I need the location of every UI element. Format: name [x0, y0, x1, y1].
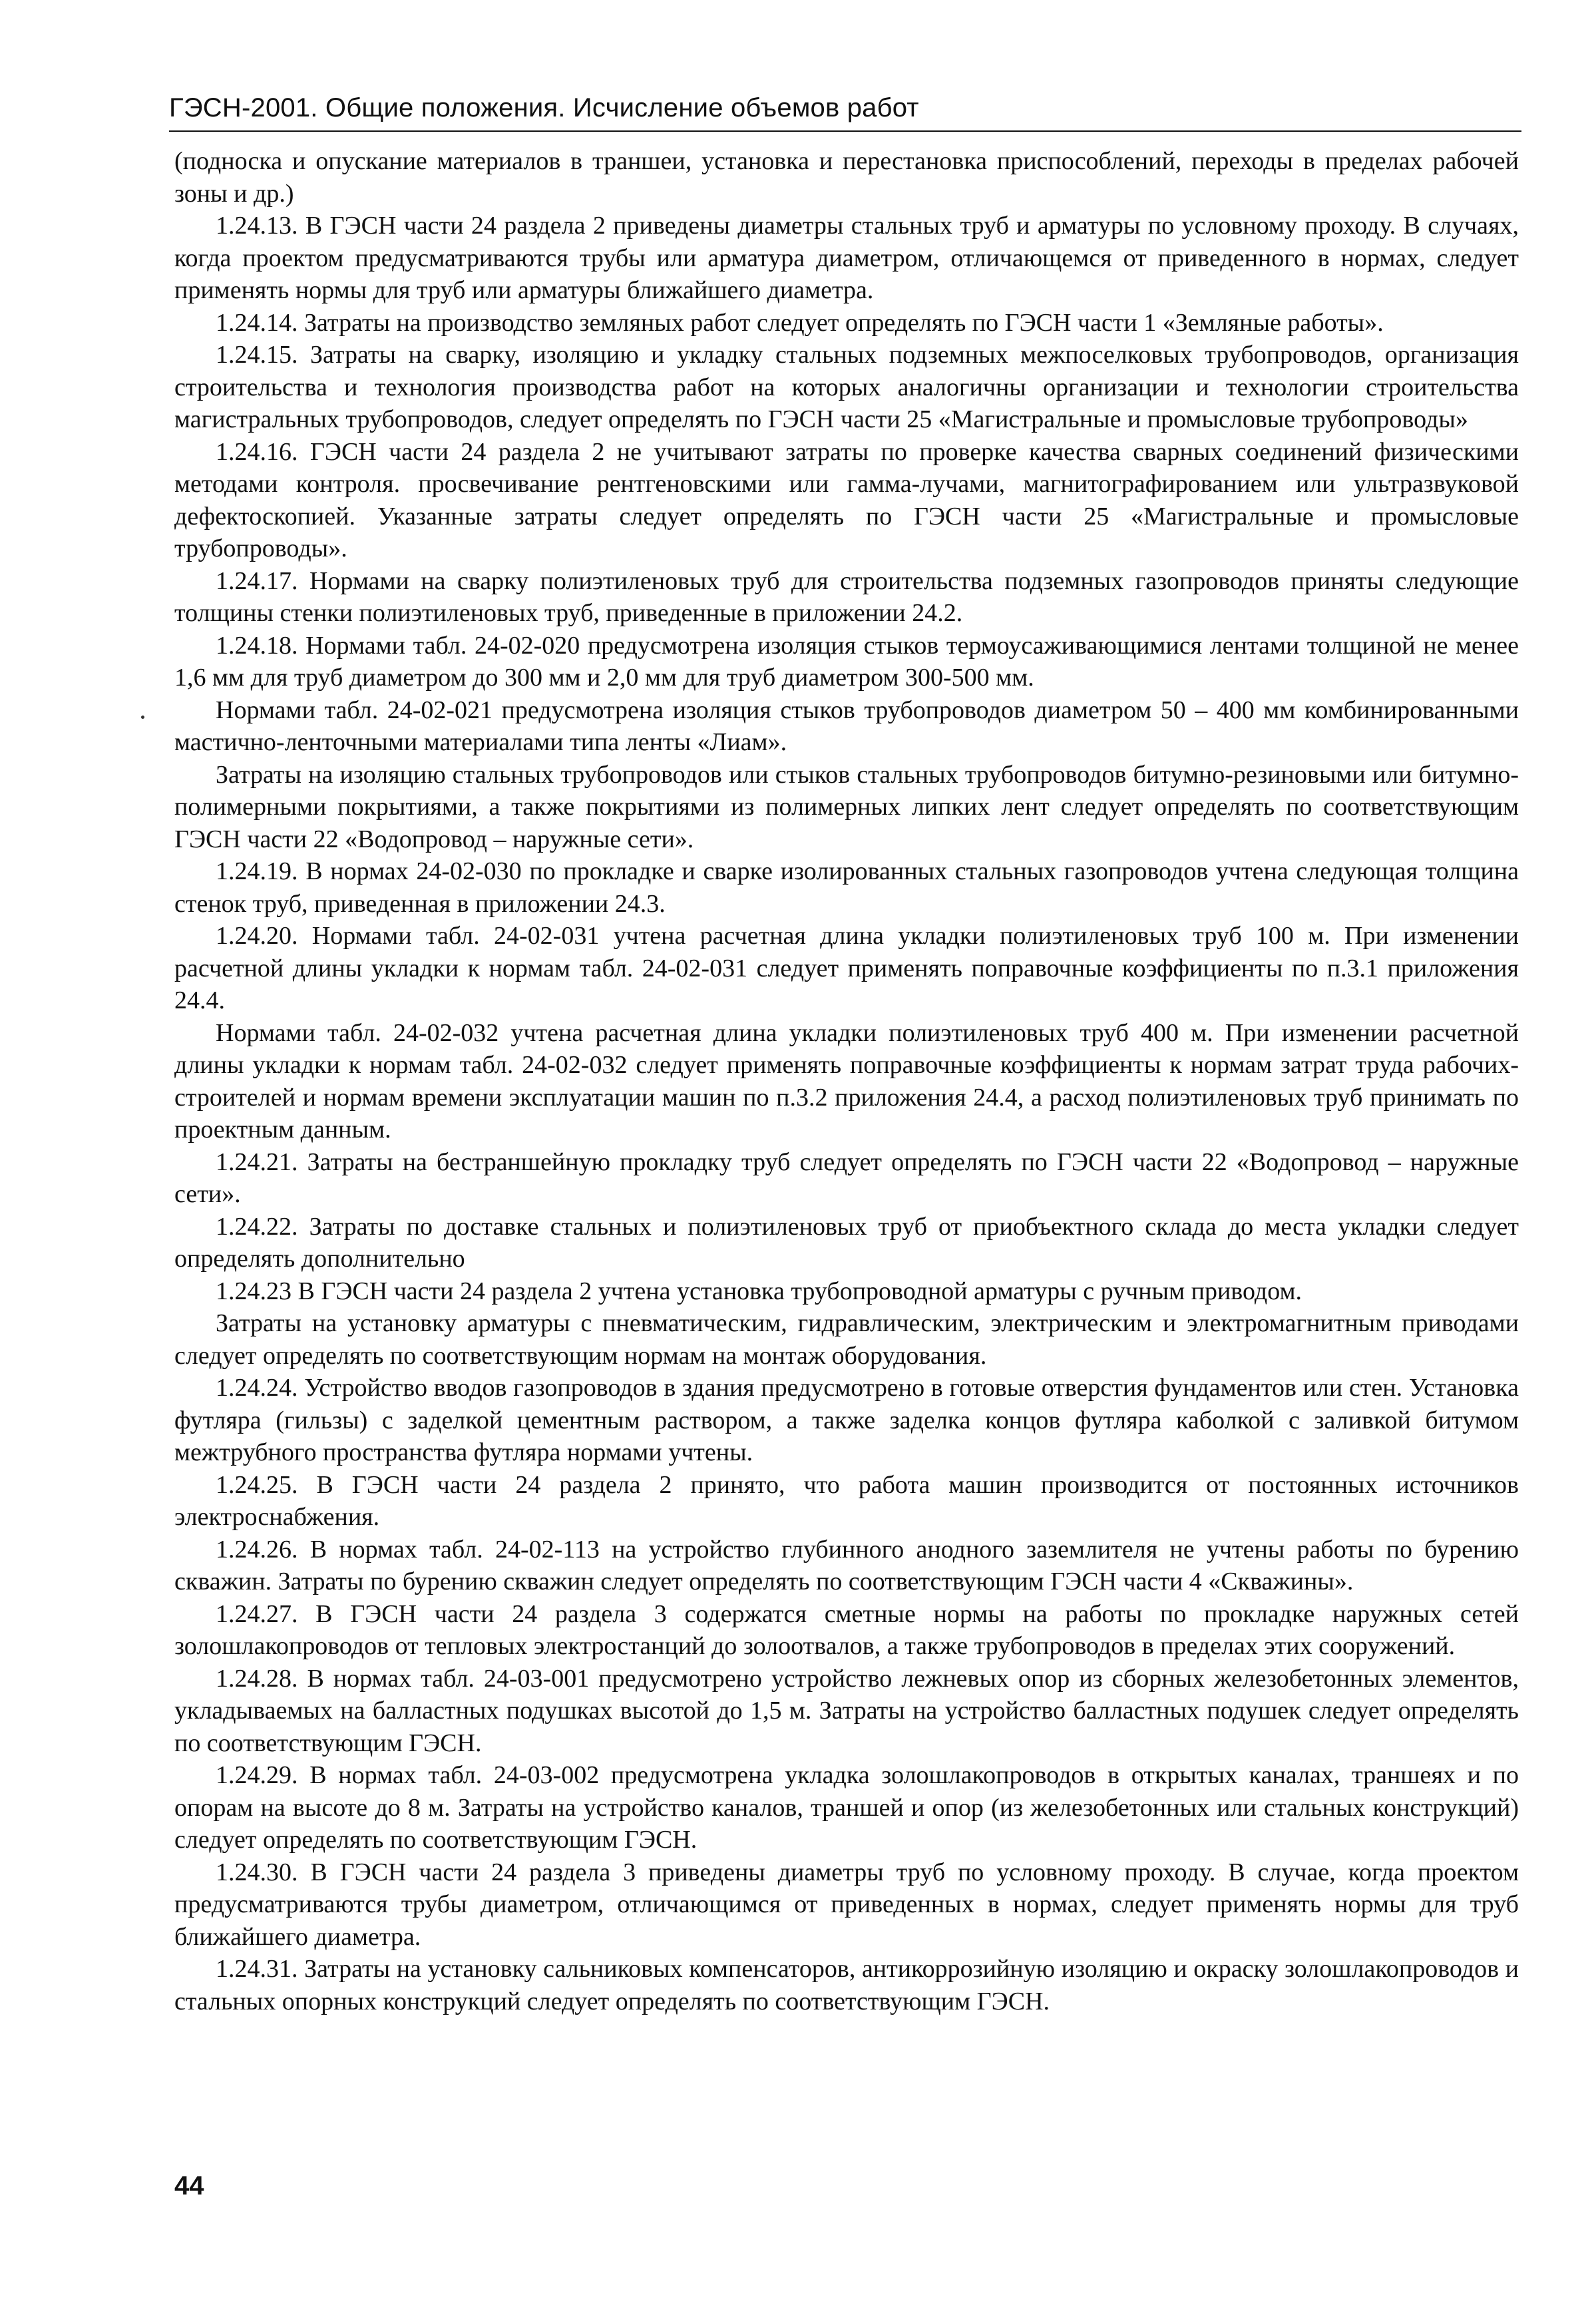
paragraph-1-24-18: 1.24.18. Нормами табл. 24-02-020 предусмотрена изоляция стыков термоусаживающимися лентами толщиной не менее 1,6 мм для труб диаметром до 300 мм и 2,0 мм для труб диаметром 300-500 мм. [174, 631, 1519, 692]
paragraph-1-24-20-b: Нормами табл. 24-02-032 учтена расчетная длина укладки полиэтиленовых труб 400 м. При изменении расчетной длины укладки к нормам табл. 24-02-032 следует применять поправочные коэффициенты к нормам затрат труда рабочих-строителей и нормам времени эксплуатации машин по п.3.2 приложения 24.4, а расход полиэтиленовых труб принимать по проектным данным. [174, 1018, 1519, 1144]
running-header: ГЭСН-2001. Общие положения. Исчисление объемов работ [169, 93, 919, 122]
paragraph-1-24-30: 1.24.30. В ГЭСН части 24 раздела 3 приведены диаметры труб по условному проходу. В случае, когда проектом предусматриваются трубы диаметром, отличающимся от приведенных в нормах, следует применять нормы для труб ближайшего диаметра. [174, 1858, 1519, 1951]
paragraph-1-24-28: 1.24.28. В нормах табл. 24-03-001 предусмотрено устройство лежневых опор из сборных железобетонных элементов, укладываемых на балластных подушках высотой до 1,5 м. Затраты на устройство балластных подушек следует определять по соответствующим ГЭСН. [174, 1664, 1519, 1757]
paragraph-1-24-18-b: Нормами табл. 24-02-021 предусмотрена изоляция стыков трубопроводов диаметром 50 – 400 мм комбинированными мастично-ленточными материалами типа ленты «Лиам». [174, 696, 1519, 756]
paragraph-1-24-18-c: Затраты на изоляцию стальных трубопроводов или стыков стальных трубопроводов битумно-резиновыми или битумно-полимерными покрытиями, а также покрытиями из полимерных липких лент следует определять по соответствующим ГЭСН части 22 «Водопровод – наружные сети». [174, 760, 1519, 853]
page-number: 44 [174, 2171, 204, 2200]
paragraph-1-24-15: 1.24.15. Затраты на сварку, изоляцию и укладку стальных подземных межпоселковых трубопроводов, организация строительства и технология производства работ на которых аналогичны организации и технологии строительства магистральных трубопроводов, следует определять по ГЭСН части 25 «Магистральные и промысловые трубопроводы» [174, 341, 1519, 433]
paragraph-1-24-13: 1.24.13. В ГЭСН части 24 раздела 2 приведены диаметры стальных труб и арматуры по условному проходу. В случаях, когда проектом предусматриваются трубы или арматура диаметром, отличающемся от приведенного в нормах, следует применять нормы для труб или арматуры ближайшего диаметра. [174, 212, 1519, 304]
paragraph-continuation: (подноска и опускание материалов в траншеи, установка и перестановка приспособлений, переходы в пределах рабочей зоны и др.) [174, 147, 1519, 208]
paragraph-1-24-20: 1.24.20. Нормами табл. 24-02-031 учтена расчетная длина укладки полиэтиленовых труб 100 м. При изменении расчетной длины укладки к нормам табл. 24-02-031 следует применять поправочные коэффициенты по п.3.1 приложения 24.4. [174, 922, 1519, 1014]
paragraph-1-24-21: 1.24.21. Затраты на бестраншейную прокладку труб следует определять по ГЭСН части 22 «Водопровод – наружные сети». [174, 1148, 1519, 1208]
paragraph-1-24-31: 1.24.31. Затраты на установку сальниковых компенсаторов, антикоррозийную изоляцию и окраску золошлакопроводов и стальных опорных конструкций следует определять по соответствующим ГЭСН. [174, 1955, 1519, 2015]
paragraph-1-24-14: 1.24.14. Затраты на производство земляных работ следует определять по ГЭСН части 1 «Земляные работы». [216, 308, 1384, 337]
document-body [174, 145, 1519, 2017]
paragraph-1-24-29: 1.24.29. В нормах табл. 24-03-002 предусмотрена укладка золошлакопроводов в открытых каналах, траншеях и по опорам на высоте до 8 м. Затраты на устройство каналов, траншей и опор (из железобетонных или стальных конструкций) следует определять по соответствующим ГЭСН. [174, 1761, 1519, 1854]
paragraph-1-24-24: 1.24.24. Устройство вводов газопроводов в здания предусмотрено в готовые отверстия фундаментов или стен. Установка футляра (гильзы) с заделкой цементным раствором, а также заделка концов футляра каболкой с заливкой битумом межтрубного пространства футляра нормами учтены. [174, 1374, 1519, 1466]
paragraph-1-24-23: 1.24.23 В ГЭСН части 24 раздела 2 учтена установка трубопроводной арматуры с ручным приводом. [216, 1277, 1302, 1305]
paragraph-1-24-16: 1.24.16. ГЭСН части 24 раздела 2 не учитывают затраты по проверке качества сварных соединений физическими методами контроля. просвечивание рентгеновскими или гамма-лучами, магнитографированием или ультразвуковой дефектоскопией. Указанные затраты следует определять по ГЭСН части 25 «Магистральные и промысловые трубопроводы». [174, 437, 1519, 562]
paragraph-1-24-25: 1.24.25. В ГЭСН части 24 раздела 2 принято, что работа машин производится от постоянных источников электроснабжения. [174, 1470, 1519, 1531]
paragraph-1-24-27: 1.24.27. В ГЭСН части 24 раздела 3 содержатся сметные нормы на работы по прокладке наружных сетей золошлакопроводов от тепловых электростанций до золоотвалов, а также трубопроводов в пределах этих сооружений. [174, 1599, 1519, 1660]
paragraph-1-24-26: 1.24.26. В нормах табл. 24-02-113 на устройство глубинного анодного заземлителя не учтены работы по бурению скважин. Затраты по бурению скважин следует определять по соответствующим ГЭСН части 4 «Скважины». [174, 1535, 1519, 1595]
paragraph-1-24-17: 1.24.17. Нормами на сварку полиэтиленовых труб для строительства подземных газопроводов приняты следующие толщины стенки полиэтиленовых труб, приведенные в приложении 24.2. [174, 566, 1519, 627]
header-divider [169, 130, 1521, 132]
paragraph-1-24-22: 1.24.22. Затраты по доставке стальных и полиэтиленовых труб от приобъектного склада до места укладки следует определять дополнительно [174, 1212, 1519, 1273]
paragraph-1-24-19: 1.24.19. В нормах 24-02-030 по прокладке и сварке изолированных стальных газопроводов учтена следующая толщина стенок труб, приведенная в приложении 24.3. [174, 857, 1519, 918]
scan-speck [141, 716, 144, 719]
paragraph-1-24-23-b: Затраты на установку арматуры с пневматическим, гидравлическим, электрическим и электромагнитным приводами следует определять по соответствующим нормам на монтаж оборудования. [174, 1309, 1519, 1370]
